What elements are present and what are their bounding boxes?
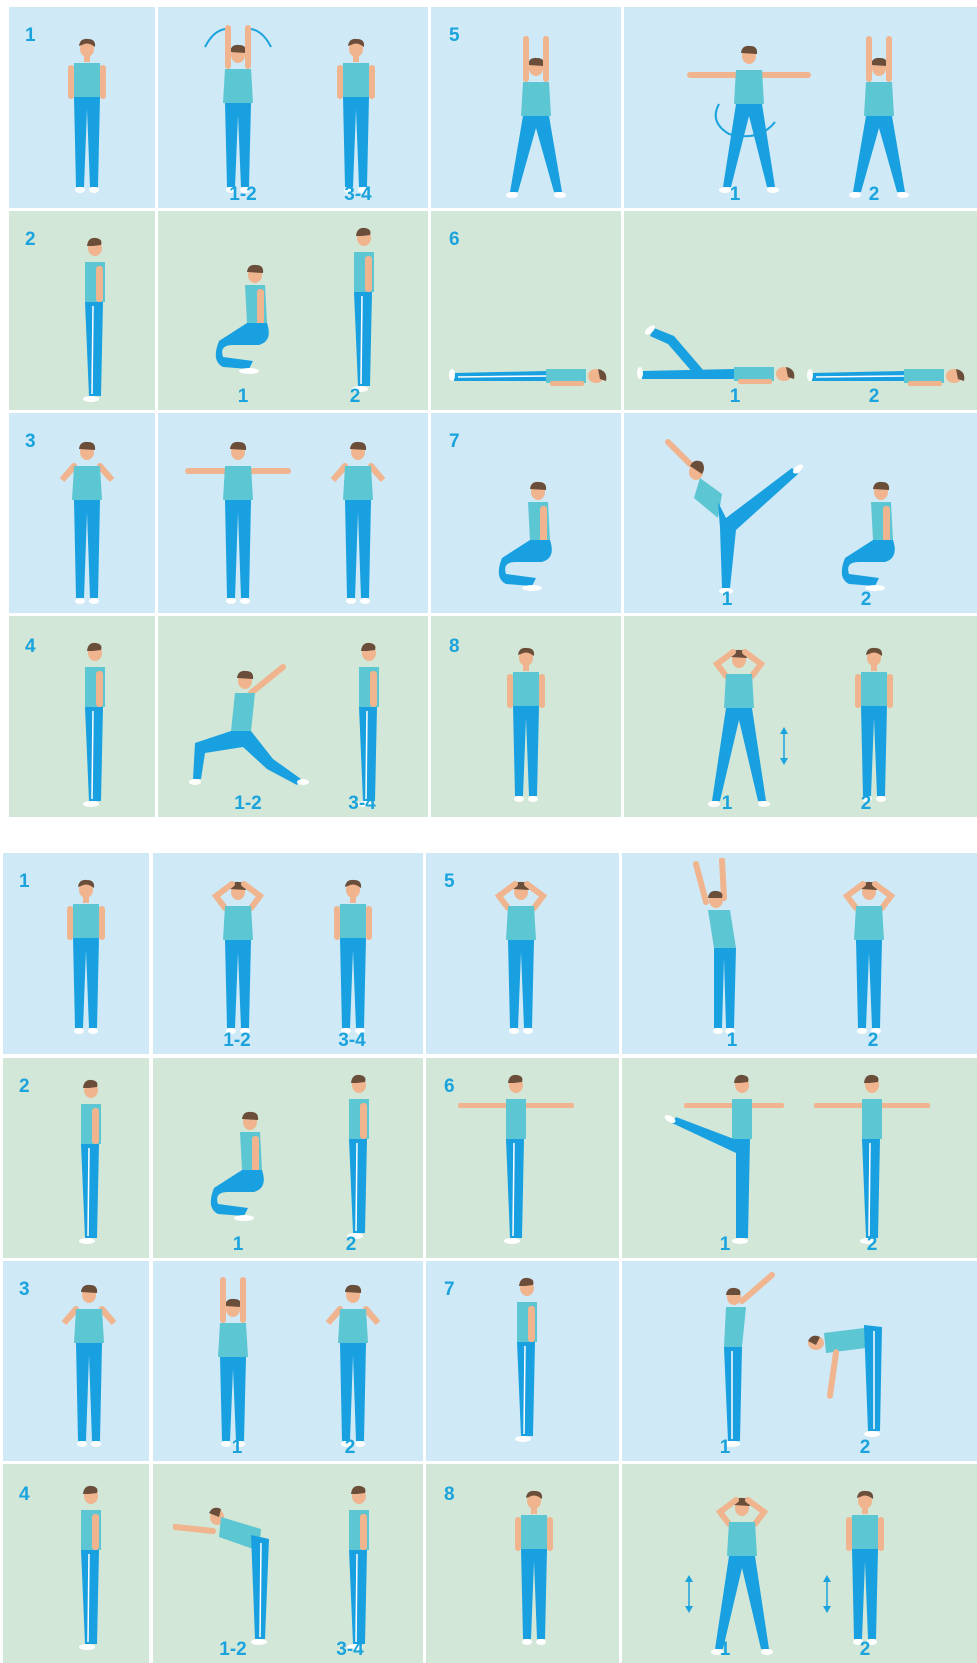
cell-b-3-steps xyxy=(153,1261,423,1461)
cell-b-7-steps xyxy=(622,1261,977,1461)
cell-b-5-steps xyxy=(622,853,977,1054)
figure-standing-side xyxy=(338,226,388,396)
figure-arms-up xyxy=(203,1271,263,1451)
step-label: 3-4 xyxy=(344,184,372,205)
figure-standing-side xyxy=(333,1073,383,1243)
figure-hands-on-head xyxy=(839,878,899,1038)
step-label: 2 xyxy=(868,184,880,205)
figure-standing-front xyxy=(509,1489,559,1649)
step-label: 1 xyxy=(719,1437,731,1458)
step-label: 1 xyxy=(729,184,741,205)
step-label: 2 xyxy=(859,1639,871,1660)
figure-hands-on-head-legs-apart xyxy=(697,1494,787,1659)
cell-b-6-steps xyxy=(622,1058,977,1258)
figure-hands-on-head-legs-apart xyxy=(694,646,784,811)
cell-b-8-start xyxy=(426,1464,619,1663)
cell-b-1-start xyxy=(3,853,149,1054)
figure-lying xyxy=(804,351,969,391)
cell-a-2-start xyxy=(9,211,155,410)
figure-lying-leg-raise xyxy=(634,316,799,391)
step-label: 2 xyxy=(344,1437,356,1458)
figure-standing-side xyxy=(65,1078,115,1248)
step-label: 2 xyxy=(860,793,872,814)
figure-standing-side xyxy=(343,641,393,811)
exercise-number: 2 xyxy=(19,1076,30,1097)
cell-b-1-steps xyxy=(153,853,423,1054)
cell-a-7-start xyxy=(431,413,621,613)
cell-a-2-steps xyxy=(158,211,428,410)
figure-balance-leg-kick xyxy=(664,438,804,598)
step-label: 1 xyxy=(237,386,249,407)
exercise-number: 7 xyxy=(449,431,460,452)
step-label: 3-4 xyxy=(348,793,376,814)
cell-b-2-start xyxy=(3,1058,149,1258)
cell-b-8-steps xyxy=(622,1464,977,1663)
step-label: 2 xyxy=(349,386,361,407)
figure-arms-side xyxy=(183,438,293,608)
figure-arms-up-swing xyxy=(193,17,283,197)
exercise-number: 5 xyxy=(444,871,455,892)
step-label: 1 xyxy=(232,1234,244,1255)
step-label: 1-2 xyxy=(223,1030,251,1051)
step-label: 2 xyxy=(860,589,872,610)
figure-arms-up-legs-apart xyxy=(839,32,919,202)
cell-a-4-steps xyxy=(158,616,428,817)
figure-squat xyxy=(839,478,909,598)
exercise-number: 6 xyxy=(449,229,460,250)
figure-lying xyxy=(446,351,611,391)
figure-standing-side xyxy=(501,1276,551,1446)
cell-a-5-steps xyxy=(624,7,977,208)
up-down-arrow-icon xyxy=(779,726,789,766)
step-label: 1 xyxy=(729,386,741,407)
step-label: 3-4 xyxy=(336,1639,364,1660)
cell-a-4-start xyxy=(9,616,155,817)
figure-squat xyxy=(213,261,283,381)
figure-hands-on-shoulders xyxy=(59,1281,119,1451)
step-label: 1 xyxy=(231,1437,243,1458)
figure-standing-front xyxy=(840,1489,890,1649)
cell-b-4-start xyxy=(3,1464,149,1663)
figure-standing-front xyxy=(331,37,381,197)
figure-hands-on-shoulders xyxy=(328,438,388,608)
figure-hands-on-head xyxy=(491,878,551,1038)
figure-arms-side-profile xyxy=(812,1073,932,1248)
cell-a-1-start xyxy=(9,7,155,208)
exercise-set-a xyxy=(0,0,977,820)
cell-a-3-steps xyxy=(158,413,428,613)
cell-a-6-steps xyxy=(624,211,977,410)
exercise-number: 7 xyxy=(444,1279,455,1300)
exercise-number: 5 xyxy=(449,25,460,46)
exercise-set-b xyxy=(0,853,977,1663)
step-label: 1 xyxy=(721,793,733,814)
step-label: 1 xyxy=(726,1030,738,1051)
step-label: 1 xyxy=(721,589,733,610)
figure-standing-front xyxy=(62,37,112,197)
cell-b-2-steps xyxy=(153,1058,423,1258)
exercise-number: 3 xyxy=(19,1279,30,1300)
cell-b-4-steps xyxy=(153,1464,423,1663)
cell-a-6-start xyxy=(431,211,621,410)
exercise-number: 2 xyxy=(25,229,36,250)
figure-hands-on-head xyxy=(208,878,268,1038)
step-label: 2 xyxy=(868,386,880,407)
figure-standing-side xyxy=(69,236,119,406)
step-label: 2 xyxy=(866,1234,878,1255)
figure-arms-side-twist xyxy=(679,42,819,197)
step-label: 2 xyxy=(867,1030,879,1051)
figure-lean-back-arms-up xyxy=(702,1271,782,1451)
figure-lunge xyxy=(183,661,313,791)
cell-a-7-steps xyxy=(624,413,977,613)
figure-arms-side-profile xyxy=(456,1073,576,1248)
exercise-number: 8 xyxy=(449,636,460,657)
cell-b-6-start xyxy=(426,1058,619,1258)
step-label: 2 xyxy=(859,1437,871,1458)
cell-a-5-start xyxy=(431,7,621,208)
exercise-number: 1 xyxy=(25,25,36,46)
exercise-number: 4 xyxy=(25,636,36,657)
figure-standing-side xyxy=(69,641,119,811)
cell-b-7-start xyxy=(426,1261,619,1461)
figure-hands-on-shoulders xyxy=(323,1281,383,1451)
figure-leg-kick-arms-side xyxy=(662,1073,792,1248)
exercise-number: 3 xyxy=(25,431,36,452)
figure-squat xyxy=(208,1108,278,1228)
up-down-arrow-icon xyxy=(684,1574,694,1614)
step-label: 1 xyxy=(719,1234,731,1255)
cell-a-8-start xyxy=(431,616,621,817)
step-label: 2 xyxy=(345,1234,357,1255)
figure-arms-up-legs-apart xyxy=(496,32,576,202)
step-label: 3-4 xyxy=(338,1030,366,1051)
figure-standing-front xyxy=(328,878,378,1038)
cell-a-1-steps xyxy=(158,7,428,208)
up-down-arrow-icon xyxy=(822,1574,832,1614)
step-label: 1-2 xyxy=(219,1639,247,1660)
exercise-number: 4 xyxy=(19,1484,30,1505)
cell-a-8-steps xyxy=(624,616,977,817)
cell-a-3-start xyxy=(9,413,155,613)
figure-standing-side xyxy=(333,1484,383,1654)
figure-hands-on-shoulders xyxy=(57,438,117,608)
figure-squat xyxy=(496,478,566,598)
figure-standing-front xyxy=(61,878,111,1038)
cell-b-5-start xyxy=(426,853,619,1054)
exercise-number: 6 xyxy=(444,1076,455,1097)
figure-standing-front xyxy=(501,646,551,806)
figure-standing-side xyxy=(65,1484,115,1654)
step-label: 1-2 xyxy=(234,793,262,814)
cell-b-3-start xyxy=(3,1261,149,1461)
step-label: 1 xyxy=(719,1639,731,1660)
figure-side-bend-arms-up xyxy=(682,858,762,1038)
figure-standing-front xyxy=(849,646,899,806)
step-label: 1-2 xyxy=(229,184,257,205)
figure-forward-bend xyxy=(802,1321,902,1441)
exercise-number: 1 xyxy=(19,871,30,892)
exercise-number: 8 xyxy=(444,1484,455,1505)
figure-forward-reach xyxy=(173,1499,283,1649)
